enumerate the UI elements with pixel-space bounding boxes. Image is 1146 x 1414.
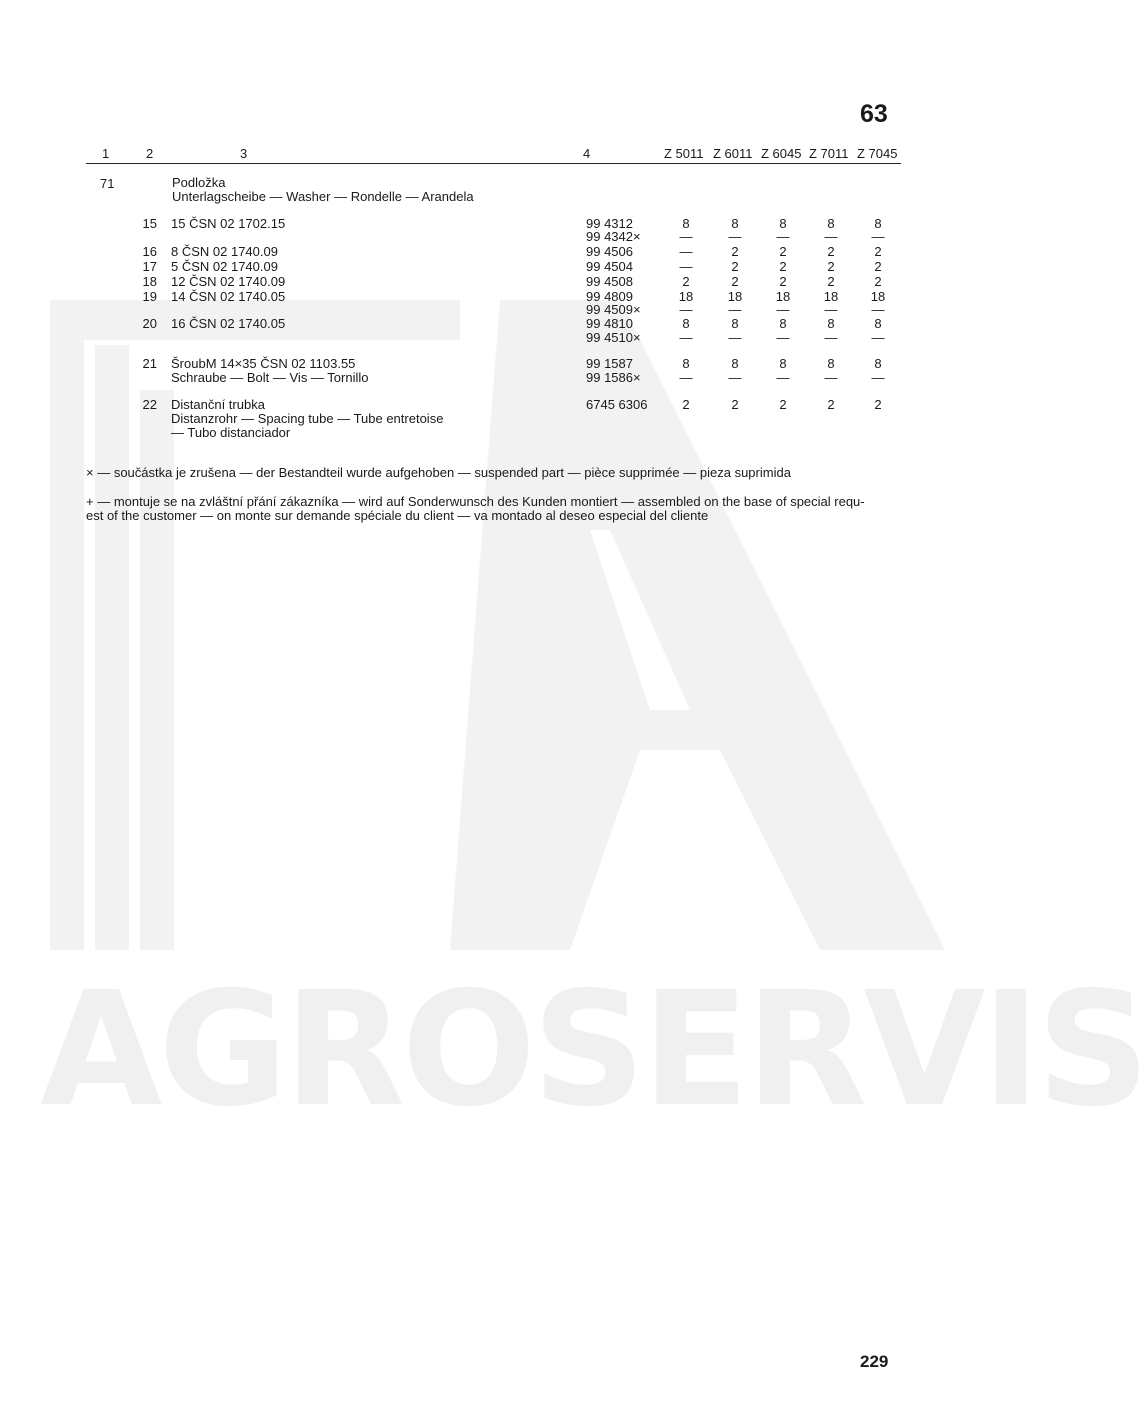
header-model-2: Z 6011 — [713, 146, 753, 161]
row-quantity-4: 8 — [827, 356, 835, 371]
row-quantity-4: — — [824, 302, 838, 317]
header-col-1: 1 — [102, 146, 110, 161]
row-quantity-5: 8 — [874, 216, 882, 231]
row-quantity-1: — — [679, 229, 693, 244]
row-quantity-1: 8 — [682, 316, 690, 331]
row-part-number: 99 4342× — [586, 229, 641, 244]
row-description: ŠroubM 14×35 ČSN 02 1103.55 — [171, 356, 356, 371]
row-quantity-5: 2 — [874, 274, 882, 289]
row-part-number: 99 4504 — [586, 259, 633, 274]
row-quantity-2: — — [728, 370, 742, 385]
row-quantity-3: — — [776, 229, 790, 244]
row-quantity-5: — — [871, 370, 885, 385]
row-quantity-4: 2 — [827, 259, 835, 274]
header-col-4: 4 — [583, 146, 591, 161]
row-quantity-4: 8 — [827, 316, 835, 331]
row-part-number: 99 1586× — [586, 370, 641, 385]
row-quantity-1: — — [679, 370, 693, 385]
row-quantity-5: 8 — [874, 356, 882, 371]
row-position: 19 — [142, 289, 157, 304]
row-quantity-5: — — [871, 330, 885, 345]
row-quantity-2: 8 — [731, 216, 739, 231]
row-quantity-1: — — [679, 244, 693, 259]
header-model-3: Z 6045 — [761, 146, 802, 161]
footnote-removed: × — součástka je zrušena — der Bestandteil wurde aufgehoben — suspended part — pièce supprimée — pieza suprimida — [86, 465, 791, 480]
row-part-number: 6745 6306 — [586, 397, 648, 412]
header-col-2: 2 — [146, 146, 154, 161]
row-quantity-1: — — [679, 330, 693, 345]
row-quantity-4: — — [824, 370, 838, 385]
watermark-bar-inner — [95, 345, 129, 950]
row-quantity-5: 8 — [874, 316, 882, 331]
row-quantity-5: 2 — [874, 259, 882, 274]
row-part-number: 99 4506 — [586, 244, 633, 259]
row-quantity-4: 8 — [827, 216, 835, 231]
row-quantity-2: 2 — [731, 397, 739, 412]
row-description: Schraube — Bolt — Vis — Tornillo — [171, 370, 369, 385]
row-description: Distanzrohr — Spacing tube — Tube entretoise — [171, 411, 444, 426]
page-number-top: 63 — [860, 100, 888, 128]
row-quantity-1: — — [679, 302, 693, 317]
row-position: 15 — [142, 216, 157, 231]
row-quantity-2: 18 — [727, 289, 743, 304]
row-part-number: 99 1587 — [586, 356, 633, 371]
row-quantity-3: 8 — [779, 356, 787, 371]
row-description: Distanční trubka — [171, 397, 265, 412]
row-quantity-1: 18 — [678, 289, 694, 304]
row-position: 16 — [142, 244, 157, 259]
row-description: 14 ČSN 02 1740.05 — [171, 289, 286, 304]
group-number: 71 — [100, 176, 115, 191]
row-position: 22 — [142, 397, 157, 412]
row-part-number: 99 4312 — [586, 216, 633, 231]
footnote-special-line2: est of the customer — on monte sur demande spéciale du client — va montado al deseo especial del cliente — [86, 508, 709, 523]
row-quantity-3: 2 — [779, 259, 787, 274]
row-quantity-2: 8 — [731, 316, 739, 331]
row-position: 17 — [142, 259, 157, 274]
row-quantity-3: 2 — [779, 244, 787, 259]
row-quantity-3: — — [776, 330, 790, 345]
header-model-1: Z 5011 — [664, 146, 704, 161]
row-quantity-1: 2 — [682, 397, 690, 412]
row-quantity-3: — — [776, 302, 790, 317]
watermark-brand-text: AGROSERVIS — [40, 958, 1146, 1142]
row-description: 5 ČSN 02 1740.09 — [171, 259, 278, 274]
row-quantity-2: — — [728, 302, 742, 317]
header-model-5: Z 7045 — [857, 146, 898, 161]
row-quantity-2: 2 — [731, 244, 739, 259]
row-part-number: 99 4510× — [586, 330, 641, 345]
row-quantity-2: 8 — [731, 356, 739, 371]
footnote-special-line1: + — montuje se na zvláštní přání zákazníka — wird auf Sonderwunsch des Kunden montiert — assembled on the base of special requ- — [86, 494, 865, 509]
row-quantity-5: — — [871, 302, 885, 317]
row-quantity-2: — — [728, 229, 742, 244]
row-quantity-3: 8 — [779, 316, 787, 331]
row-quantity-4: 2 — [827, 397, 835, 412]
row-quantity-2: 2 — [731, 259, 739, 274]
row-quantity-3: 8 — [779, 216, 787, 231]
row-quantity-3: 18 — [775, 289, 791, 304]
row-position: 20 — [142, 316, 157, 331]
row-quantity-4: — — [824, 229, 838, 244]
row-part-number: 99 4810 — [586, 316, 633, 331]
row-position: 18 — [142, 274, 157, 289]
row-part-number: 99 4809 — [586, 289, 633, 304]
header-model-4: Z 7011 — [809, 146, 849, 161]
row-quantity-4: 2 — [827, 274, 835, 289]
row-description: 15 ČSN 02 1702.15 — [171, 216, 286, 231]
row-quantity-1: 2 — [682, 274, 690, 289]
header-rule — [86, 163, 901, 164]
row-quantity-1: 8 — [682, 356, 690, 371]
row-part-number: 99 4508 — [586, 274, 633, 289]
page-number-bottom: 229 — [860, 1352, 889, 1371]
row-quantity-3: — — [776, 370, 790, 385]
row-quantity-1: 8 — [682, 216, 690, 231]
row-quantity-5: — — [871, 229, 885, 244]
group-title: Podložka — [172, 175, 226, 190]
row-quantity-2: 2 — [731, 274, 739, 289]
row-quantity-5: 2 — [874, 244, 882, 259]
row-description: 8 ČSN 02 1740.09 — [171, 244, 278, 259]
row-quantity-3: 2 — [779, 397, 787, 412]
group-subtitle: Unterlagscheibe — Washer — Rondelle — Arandela — [172, 189, 474, 204]
row-quantity-2: — — [728, 330, 742, 345]
row-quantity-4: — — [824, 330, 838, 345]
row-quantity-4: 2 — [827, 244, 835, 259]
row-quantity-1: — — [679, 259, 693, 274]
row-quantity-4: 18 — [823, 289, 839, 304]
row-part-number: 99 4509× — [586, 302, 641, 317]
row-quantity-5: 2 — [874, 397, 882, 412]
header-col-3: 3 — [240, 146, 248, 161]
row-description: 16 ČSN 02 1740.05 — [171, 316, 286, 331]
row-description: 12 ČSN 02 1740.09 — [171, 274, 286, 289]
row-quantity-3: 2 — [779, 274, 787, 289]
watermark-bar-left — [50, 300, 84, 950]
row-quantity-5: 18 — [870, 289, 886, 304]
row-position: 21 — [142, 356, 157, 371]
row-description: — Tubo distanciador — [171, 425, 291, 440]
